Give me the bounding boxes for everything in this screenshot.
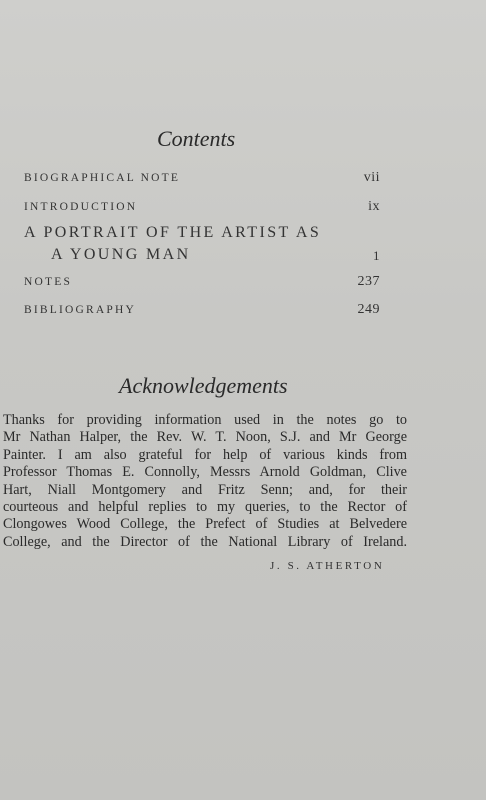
paragraph-line: Painter. I am also grateful for help of various kinds from [3, 446, 407, 463]
acknowledgements-text [3, 412, 407, 551]
toc-entry-page: ix [368, 199, 380, 214]
toc-entry-label: BIBLIOGRAPHY [24, 304, 137, 316]
toc-entry-label: BIOGRAPHICAL NOTE [24, 172, 181, 184]
toc-entry-portrait [24, 224, 380, 264]
toc-entry-bibliography [24, 304, 380, 316]
toc-entry-notes [24, 276, 380, 288]
toc-entry-introduction [24, 201, 380, 213]
author-signature: J. S. ATHERTON [270, 560, 385, 572]
toc-entry-biographical-note [24, 172, 380, 184]
toc-entry-label: INTRODUCTION [24, 201, 138, 213]
paragraph-line: Professor Thomas E. Connolly, Messrs Arnold Goldman, Clive [3, 464, 407, 481]
toc-entry-page: 237 [357, 274, 380, 289]
paragraph-line: Hart, Niall Montgomery and Fritz Senn; and, for their [3, 481, 407, 498]
paragraph-line: Clongowes Wood College, the Prefect of Studies at Belvedere [3, 516, 407, 533]
toc-entry-page: 249 [357, 302, 380, 317]
toc-entry-label: NOTES [24, 276, 73, 288]
paragraph-line: College, and the Director of the National Library of Ireland. [3, 533, 407, 550]
toc-entry-page: 1 [373, 248, 380, 263]
paragraph-line: Thanks for providing information used in the notes go to [3, 412, 407, 428]
toc-entry-label-line2: A YOUNG MAN [51, 246, 191, 263]
contents-heading: Contents [157, 126, 236, 151]
acknowledgements-heading: Acknowledgements [119, 373, 288, 398]
toc-entry-label-line1: A PORTRAIT OF THE ARTIST AS [24, 224, 322, 241]
toc-entry-page: vii [363, 170, 380, 185]
paragraph-line: courteous and helpful replies to my queries, to the Rector of [3, 499, 407, 516]
paragraph-line: Mr Nathan Halper, the Rev. W. T. Noon, S.J. and Mr George [3, 429, 407, 446]
